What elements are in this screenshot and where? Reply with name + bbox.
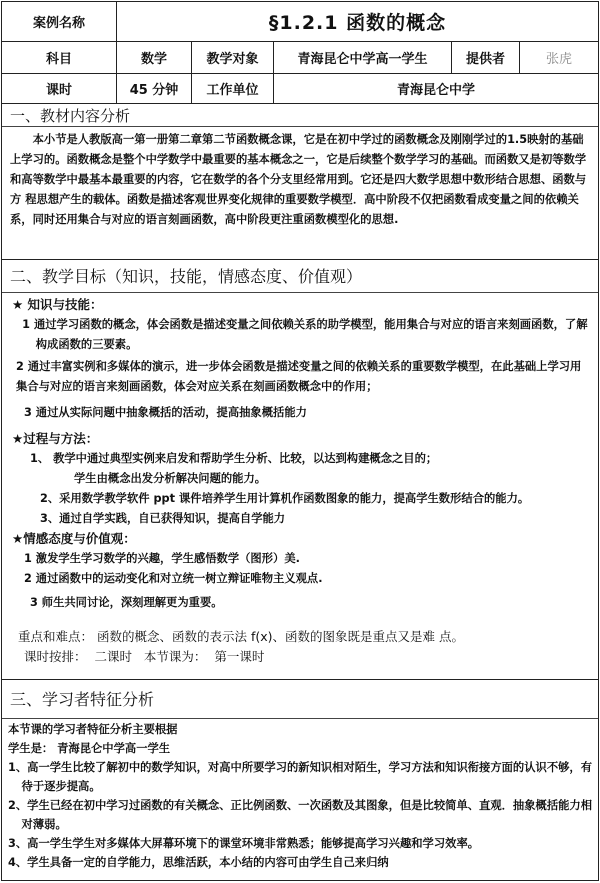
section-heading: 一、教材内容分析 (2, 104, 598, 127)
case-title: §1.2.1 函数的概念 (117, 2, 598, 42)
unit-value: 青海昆仑中学 (274, 74, 598, 104)
process-item: 1、 教学中通过典型实例来启发和帮助学生分析、比较，以达到构建概念之目的； (30, 452, 438, 465)
learner-line: 2、学生已经在初中学习过函数的有关概念、正比例函数、一次函数及其图象，但是比较简单、直观．抽象概括能力相对薄弱。 (8, 799, 593, 831)
knowledge-item: 2 通过丰富实例和多媒体的演示，进一步体会函数是描述变量之间的依赖关系的重要数学模型，在此基础上学习用集合与对应的语言来刻画函数，体会对应关系在刻画函数概念中的作用； (16, 360, 582, 393)
provider-value: 张虎 (520, 42, 598, 74)
content-analysis-paragraph: 本小节是人教版高一第一册第二章第二节函数概念课，它是在初中学过的函数概念及刚刚学过的1.5映射的基础上学习的。函数概念是整个中学数学中最重要的基本概念之一，它是后续整个数学学习的基础。而函数又是初等数学和高等数学中最基本最重要的内容，它在数学的各个分支里经常用到。它还是四大数学思想中数形结合思想、函数与方 程思想产生的载体。函数是描述客观世界变化规律的重要数学模型．高中阶段不仅把函数看成变量之间的依赖关系，同时还用集合与对应的语言刻画函数，高中阶段更注重函数模型化的思想. (10, 133, 587, 226)
case-name-label: 案例名称 (2, 2, 117, 42)
audience-value: 青海昆仑中学高一学生 (274, 42, 452, 74)
emotion-item: 1 激发学生学习数学的兴趣，学生感悟数学（图形）美. (24, 552, 300, 565)
learner-line: 1、高一学生比较了解初中的数学知识，对高中所要学习的新知识相对陌生，学习方法和知识衔接方面的认识不够，有待于逐步提高。 (8, 761, 593, 793)
section-learner-analysis (2, 680, 598, 880)
unit-label: 工作单位 (192, 74, 274, 104)
section-heading: 二、教学目标（知识，技能，情感态度、价值观） (2, 260, 598, 293)
knowledge-heading: ★ 知识与技能： (12, 297, 103, 312)
schedule-line: 课时按排： 二课时 本节课为： 第一课时 (24, 649, 265, 664)
section-teaching-objectives (2, 260, 598, 680)
lesson-plan-document (1, 1, 599, 881)
process-item: 学生由概念出发分析解决问题的能力。 (74, 472, 267, 485)
hours-value: 45 分钟 (117, 74, 192, 104)
emotion-item: 3 师生共同讨论，深刻理解更为重要。 (30, 596, 223, 609)
subject-value: 数学 (117, 42, 192, 74)
audience-label: 教学对象 (192, 42, 274, 74)
learner-line: 3、高一学生学生对多媒体大屏幕环境下的课堂环境非常熟悉；能够提高学习兴趣和学习效率。 (8, 837, 480, 850)
learner-line: 本节课的学习者特征分析主要根据 (8, 723, 178, 736)
learner-line: 学生是： 青海昆仑中学高一学生 (8, 742, 171, 755)
hours-label: 课时 (2, 74, 117, 104)
emotion-heading: ★情感态度与价值观： (12, 531, 136, 546)
knowledge-item: 3 通过从实际问题中抽象概括的活动，提高抽象概括能力 (24, 406, 307, 419)
learner-line: 4、学生具备一定的自学能力，思维活跃，本小结的内容可由学生自己来归纳 (8, 856, 389, 869)
section-content-analysis (2, 104, 598, 260)
process-heading: ★过程与方法： (12, 431, 99, 446)
keypoints-line: 重点和难点： 函数的概念、函数的表示法 f(x)、函数的图象既是重点又是难 点。 (18, 629, 464, 644)
process-item: 2、采用数学教学软件 ppt 课件培养学生用计算机作函数图象的能力，提高学生数形结合的能力。 (40, 492, 530, 505)
process-item: 3、通过自学实践，自已获得知识，提高自学能力 (40, 512, 286, 525)
emotion-item: 2 通过函数中的运动变化和对立统一树立辩证唯物主义观点. (24, 572, 323, 585)
provider-label: 提供者 (452, 42, 520, 74)
section-heading: 三、学习者特征分析 (2, 680, 598, 719)
subject-label: 科目 (2, 42, 117, 74)
knowledge-item: 1 通过学习函数的概念，体会函数是描述变量之间依赖关系的助学模型，能用集合与对应的语言来刻画函数，了解构成函数的三要素。 (22, 318, 588, 351)
